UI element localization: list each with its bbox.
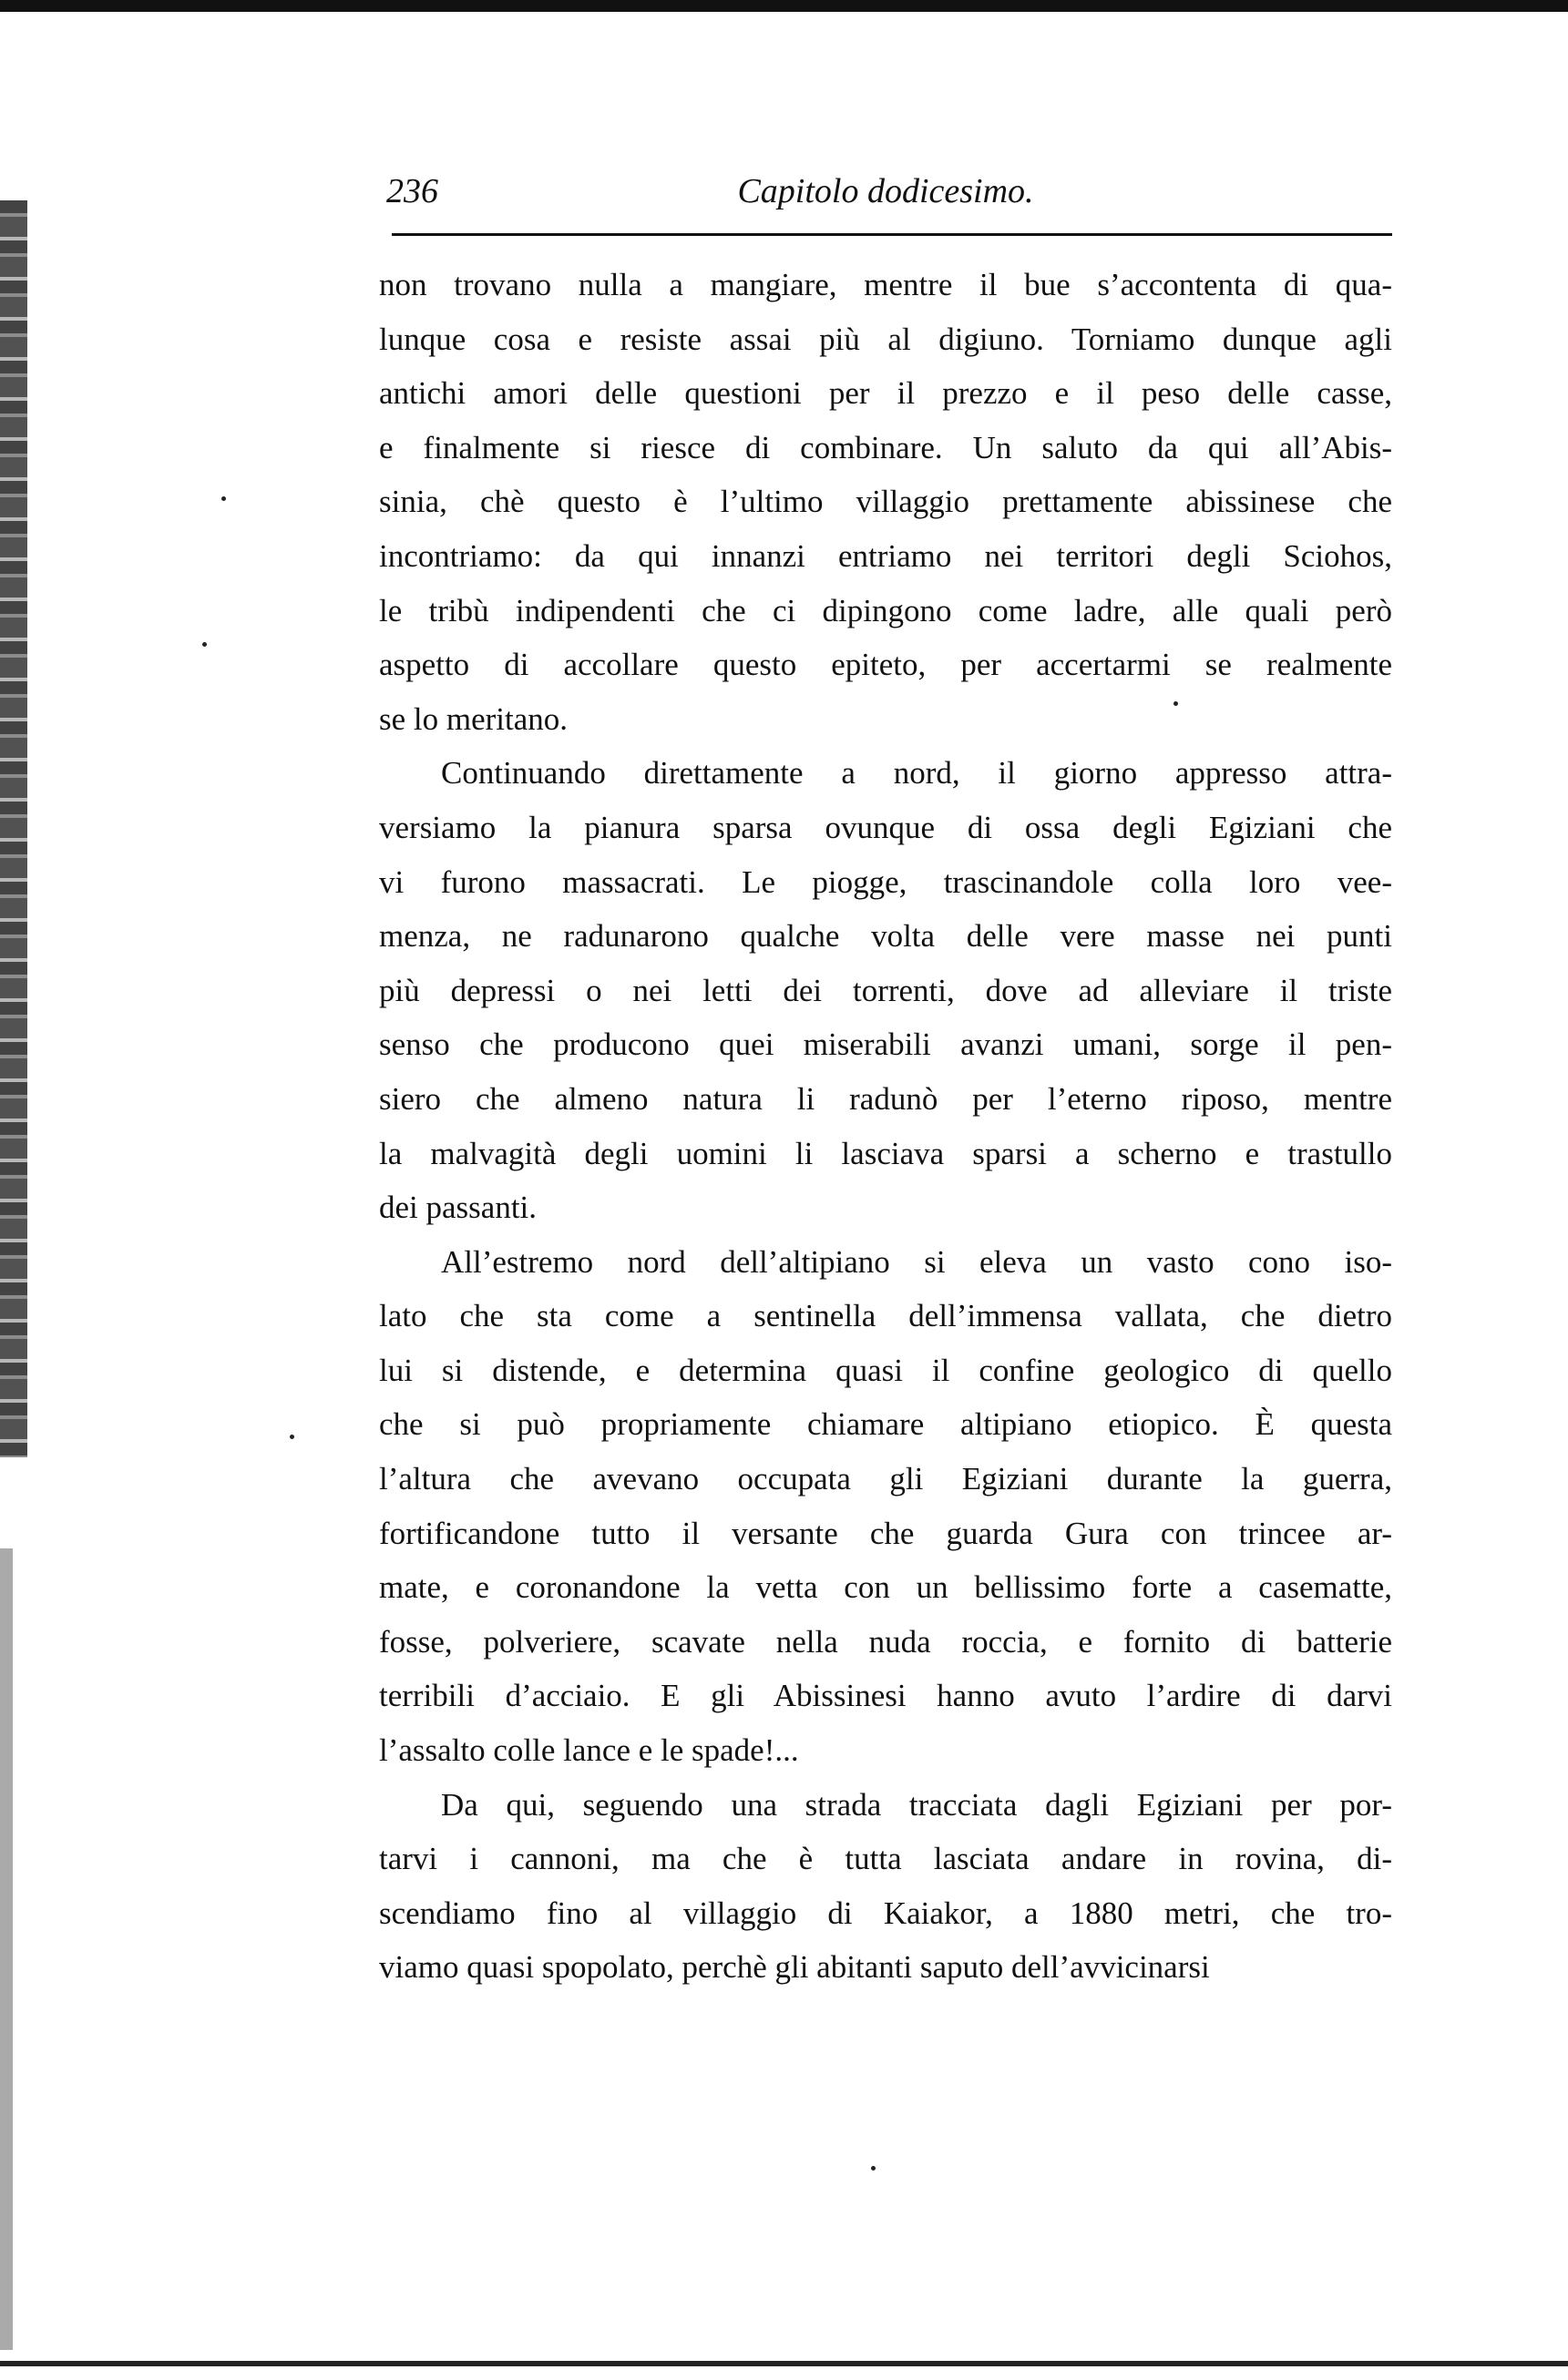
text-line: mate, e coronandone la vetta con un bellissimo forte a casematte, [379,1569,1392,1606]
scan-speck [871,2166,876,2171]
page-header [379,164,1392,219]
text-line: Continuando direttamente a nord, il giorno appresso attra- [441,755,1392,792]
scan-speck [221,496,226,501]
text-line: lunque cosa e resiste assai più al digiuno. Torniamo dunque agli [379,321,1392,357]
text-line: versiamo la pianura sparsa ovunque di ossa degli Egiziani che [379,809,1392,845]
text-line: lato che sta come a sentinella dell’immensa vallata, che dietro [379,1298,1392,1334]
text-line: l’assalto colle lance e le spade!... [379,1732,799,1769]
page-number: 236 [386,172,438,210]
text-line: menza, ne radunarono qualche volta delle vere masse nei punti [379,918,1392,955]
text-line: lui si distende, e determina quasi il confine geologico di quello [379,1352,1392,1388]
scan-edge-left [0,200,27,1457]
text-line: sinia, chè questo è l’ultimo villaggio prettamente abissinese che [379,484,1392,520]
paragraph [379,1235,1392,1778]
text-line: non trovano nulla a mangiare, mentre il bue s’accontenta di qua- [379,267,1392,302]
header-rule [392,233,1392,236]
text-line: aspetto di accollare questo epiteto, per accertarmi se realmente [379,647,1392,683]
text-line: e finalmente si riesce di combinare. Un saluto da qui all’Abis- [379,429,1392,465]
text-line: antichi amori delle questioni per il prezzo e il peso delle casse, [379,375,1392,412]
paragraph [379,746,1392,1234]
text-line: che si può propriamente chiamare altipiano etiopico. È questa [379,1406,1392,1443]
paragraph [379,1778,1392,1995]
scan-speck [290,1435,294,1439]
scan-edge-left-lower [0,1548,13,2350]
text-line: Da qui, seguendo una strada tracciata dagli Egiziani per por- [441,1786,1392,1823]
text-line: fortificandone tutto il versante che guarda Gura con trincee ar- [379,1515,1392,1551]
scan-speck [202,642,207,647]
text-line: l’altura che avevano occupata gli Egiziani durante la guerra, [379,1461,1392,1497]
text-line: la malvagità degli uomini li lasciava sparsi a scherno e trastullo [379,1135,1392,1171]
paragraph [379,258,1392,746]
text-line: All’estremo nord dell’altipiano si eleva un vasto cono iso- [441,1243,1392,1280]
text-line: dei passanti. [379,1190,538,1226]
running-title: Capitolo dodicesimo. [737,172,1034,210]
text-line: più depressi o nei letti dei torrenti, dove ad alleviare il triste [379,972,1392,1008]
text-line: viamo quasi spopolato, perchè gli abitanti saputo dell’avvicinarsi [379,1949,1210,1986]
text-line: tarvi i cannoni, ma che è tutta lasciata andare in rovina, di- [379,1841,1392,1877]
body-text [379,258,1392,1995]
scan-edge-bottom [0,2361,1568,2366]
text-line: fosse, polveriere, scavate nella nuda roccia, e fornito di batterie [379,1623,1392,1660]
text-line: senso che producono quei miserabili avanzi umani, sorge il pen- [379,1027,1392,1063]
text-line: terribili d’acciaio. E gli Abissinesi hanno avuto l’ardire di darvi [379,1678,1392,1714]
text-line: se lo meritano. [379,700,569,737]
text-line: siero che almeno natura li radunò per l’eterno riposo, mentre [379,1080,1392,1117]
scan-edge-top [0,0,1568,12]
text-line: le tribù indipendenti che ci dipingono come ladre, alle quali però [379,592,1392,628]
text-line: vi furono massacrati. Le piogge, trascinandole colla loro vee- [379,863,1392,900]
text-line: scendiamo fino al villaggio di Kaiakor, a 1880 metri, che tro- [379,1895,1392,1931]
text-line: incontriamo: da qui innanzi entriamo nei territori degli Sciohos, [379,537,1392,574]
